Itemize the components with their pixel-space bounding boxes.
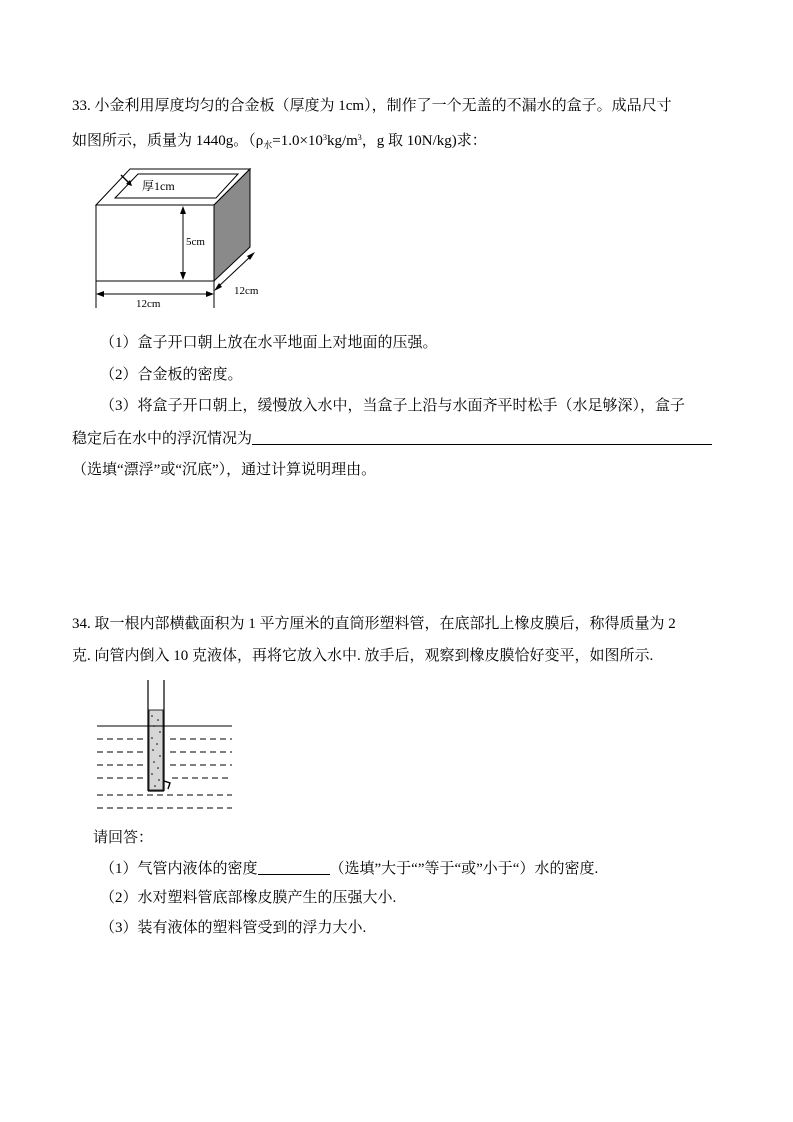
q33-line2-a: 如图所示，质量为 1440g。（ρ [72, 133, 264, 149]
width-arrowhead-left [96, 291, 104, 297]
q33-sub3-c: （选填“漂浮”或“沉底”），通过计算说明理由。 [72, 462, 377, 478]
q33-line2-b: =1.0×10 [272, 133, 323, 149]
q33-sub2: （2）合金板的密度。 [100, 367, 243, 383]
q33-line2-d: ，g 取 10N/kg)求： [361, 133, 487, 149]
q34-prompt: 请回答： [93, 830, 154, 846]
q33-sub1: （1）盒子开口朝上放在水平地面上对地面的压强。 [100, 335, 438, 351]
exponent-3: 3 [357, 133, 362, 142]
rho-subscript: 水 [263, 140, 273, 150]
box-figure [88, 160, 278, 315]
q33-line2-c: kg/m [326, 133, 358, 149]
q34-sub3: （3）装有液体的塑料管受到的浮力大小. [100, 920, 367, 936]
q34-line1: 34. 取一根内部横截面积为 1 平方厘米的直筒形塑料管，在底部扎上橡皮膜后，称得质量为 2 [72, 616, 676, 632]
q33-sub3-b [72, 428, 712, 449]
tube-figure [92, 680, 237, 815]
height-label: 5cm [186, 236, 205, 248]
answer-blank-q34-1[interactable] [258, 858, 330, 875]
q34-sub1-text-b: （选填”大于“”等于“或”小于“）水的密度. [329, 861, 599, 877]
q33-line1: 33. 小金利用厚度均匀的合金板（厚度为 1cm），制作了一个无盖的不漏水的盒子。成品尺寸 [72, 98, 672, 114]
q33-line2 [72, 128, 487, 155]
depth-label: 12cm [234, 285, 259, 297]
q34-sub2: （2）水对塑料管底部橡皮膜产生的压强大小. [100, 890, 397, 906]
exponent: 3 [322, 133, 327, 142]
tube-liquid [149, 710, 163, 790]
q34-sub1 [100, 858, 598, 879]
thickness-label: 厚1cm [142, 179, 175, 193]
q33-sub3-text: 稳定后在水中的浮沉情况为 [72, 431, 253, 447]
width-arrowhead-right [206, 291, 214, 297]
q33-sub3-a: （3）将盒子开口朝上，缓慢放入水中，当盒子上沿与水面齐平时松手（水足够深），盒子 [100, 398, 686, 414]
rubber-membrane [164, 781, 170, 789]
width-label: 12cm [136, 298, 161, 310]
q34-line2: 克. 向管内倒入 10 克液体，再将它放入水中. 放手后，观察到橡皮膜恰好变平，如图所示. [72, 648, 654, 664]
q34-sub1-text-a: （1）气管内液体的密度 [100, 861, 258, 877]
answer-blank-q33-3[interactable] [252, 428, 712, 445]
